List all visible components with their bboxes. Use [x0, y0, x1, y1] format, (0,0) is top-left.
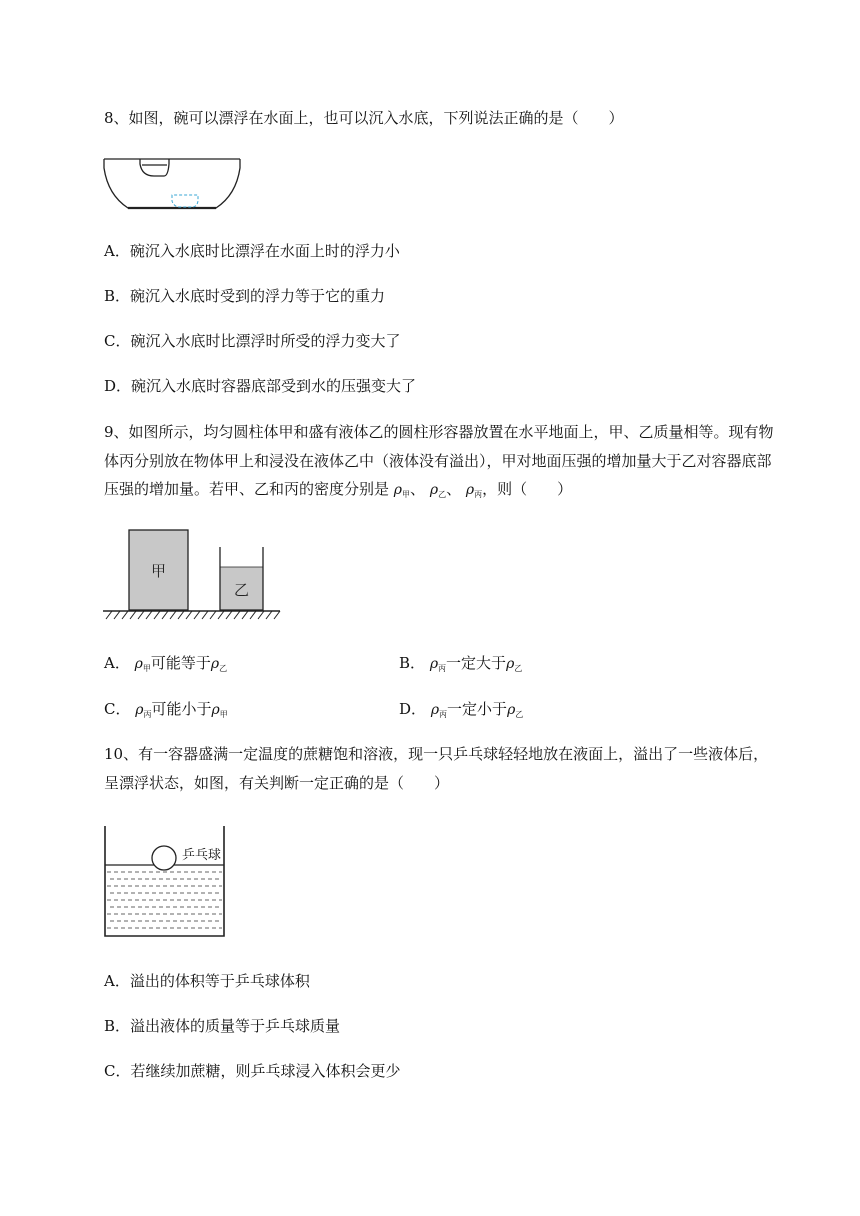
q10-option-b: B．溢出液体的质量等于乒乓球质量 [104, 1017, 341, 1035]
q8-option-b: B．碗沉入水底时受到的浮力等于它的重力 [104, 287, 386, 305]
q9-stem-line1: 9、如图所示，均匀圆柱体甲和盛有液体乙的圆柱形容器放置在水平地面上，甲、乙质量相等。现有物 [104, 423, 774, 441]
q10-stem-line2: 呈漂浮状态，如图，有关判断一定正确的是（ ） [104, 773, 450, 792]
q9-stem [104, 418, 804, 507]
q8-stem: 8、如图，碗可以漂浮在水面上，也可以沉入水底，下列说法正确的是（ ） [104, 109, 624, 127]
label-jia: 甲 [150, 562, 167, 580]
q8-bowl-figure [100, 150, 245, 215]
q9-option-b: B． $\rho_丙$一定大于$\rho_乙$ [399, 654, 523, 673]
ping-pong-ball [152, 846, 176, 870]
container [105, 826, 224, 936]
q9-option-a: A． $\rho_甲$可能等于$\rho_乙$ [104, 654, 228, 673]
q8-option-d: D．碗沉入水底时容器底部受到水的压强变大了 [104, 377, 417, 395]
q10-option-a: A．溢出的体积等于乒乓球体积 [104, 972, 310, 990]
q10-stem-line1: 10、有一容器盛满一定温度的蔗糖饱和溶液，现一只乒乓球轻轻地放在液面上，溢出了一些液体后， [104, 745, 769, 763]
q10-option-c: C．若继续加蔗糖，则乒乓球浸入体积会更少 [104, 1062, 401, 1080]
q9-stem-line2: 体丙分别放在物体甲上和浸没在液体乙中（液体没有溢出），甲对地面压强的增加量大于乙对容器底部 [104, 451, 772, 470]
ball-label: 乒乓球 [182, 848, 222, 863]
q9-stem-line3: 压强的增加量。若甲、乙和丙的密度分别是 $\rho_甲$、 $\rho_乙$、 $\rho_丙$，则（ ） [104, 480, 573, 499]
q8-option-a: A．碗沉入水底时比漂浮在水面上时的浮力小 [104, 242, 400, 260]
label-yi: 乙 [233, 581, 250, 599]
q9-figure [100, 525, 285, 625]
q10-stem [104, 740, 804, 797]
q10-figure [100, 822, 235, 942]
sunken-bowl [172, 195, 198, 207]
q9-option-c: C． $\rho_丙$可能小于$\rho_甲$ [104, 700, 228, 719]
solution-liquid [107, 872, 222, 928]
floating-bowl [140, 159, 169, 176]
q9-option-d: D． $\rho_丙$一定小于$\rho_乙$ [399, 700, 524, 719]
q8-option-c: C．碗沉入水底时比漂浮时所受的浮力变大了 [104, 332, 401, 350]
